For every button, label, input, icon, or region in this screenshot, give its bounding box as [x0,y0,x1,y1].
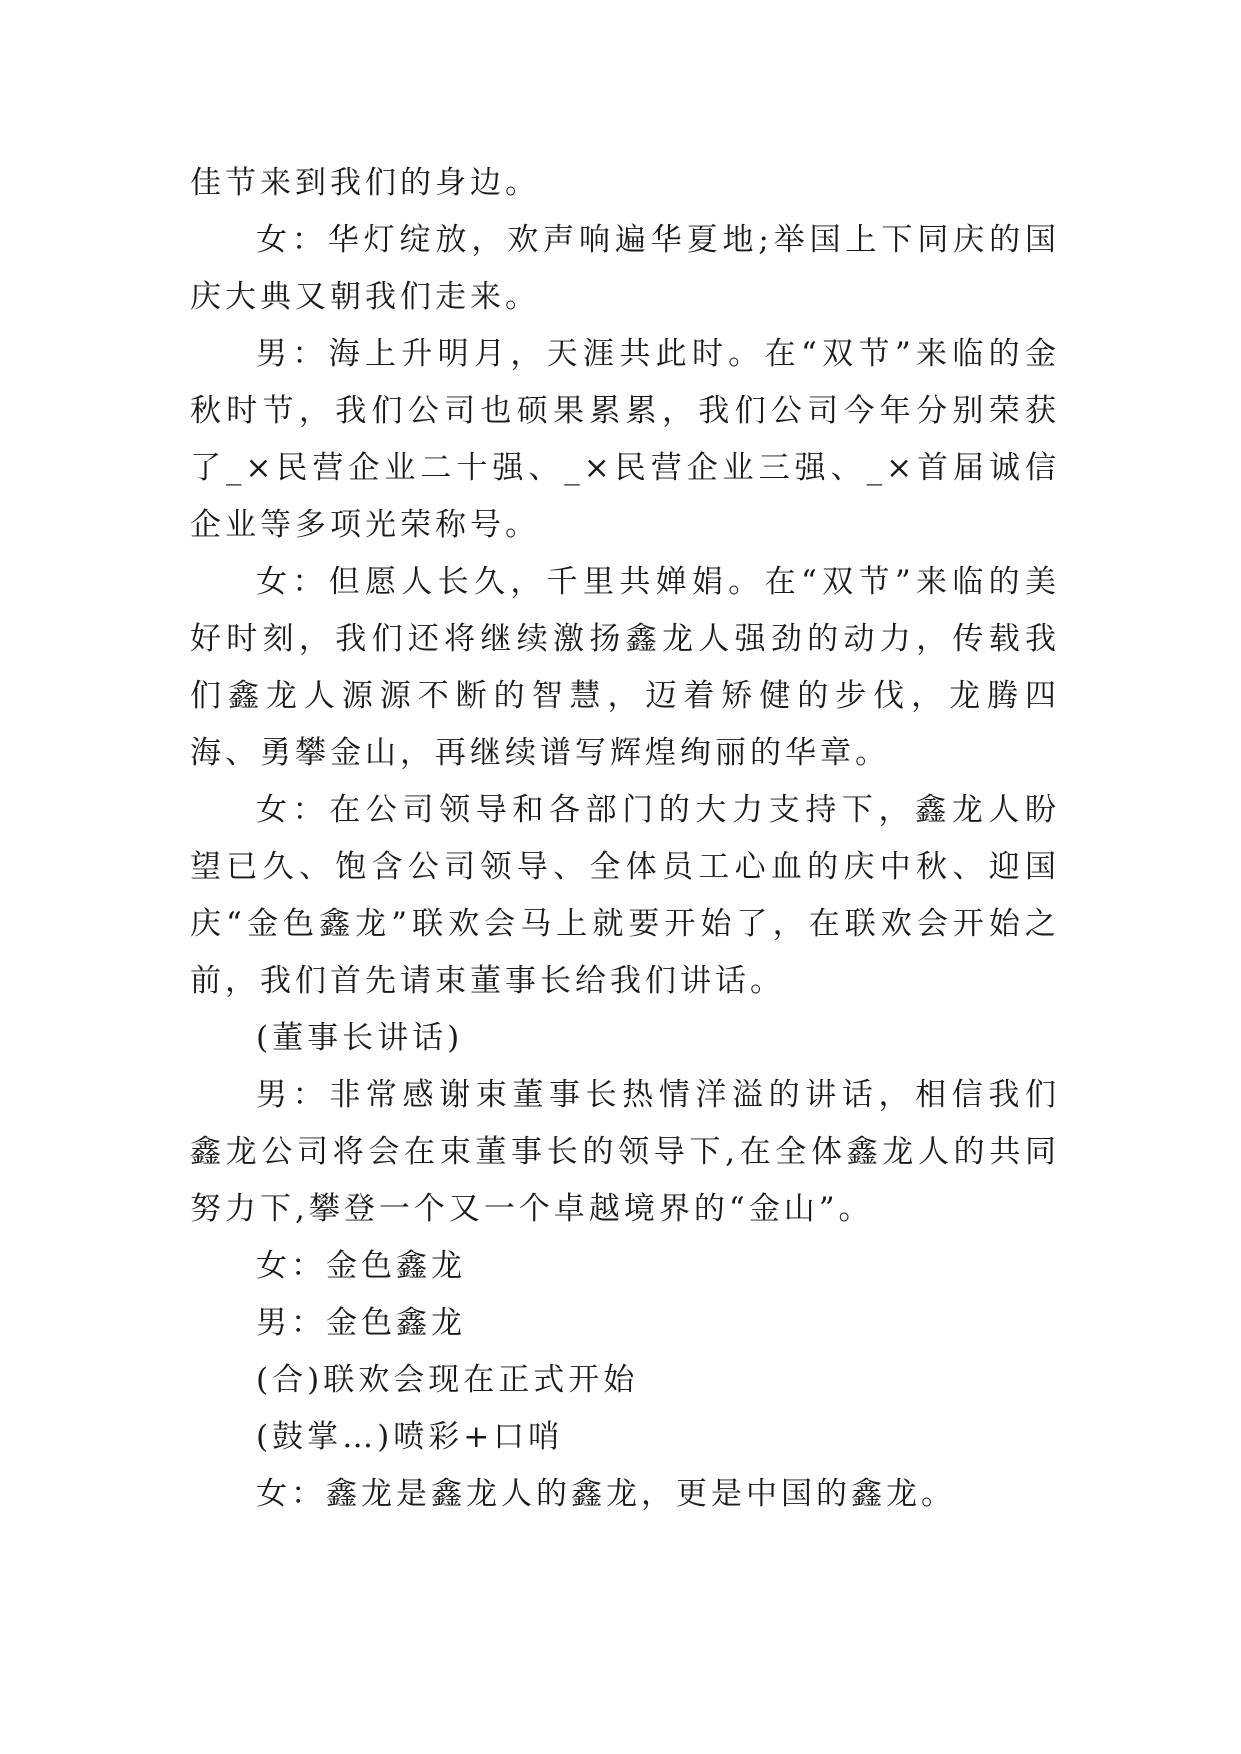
paragraph-female-golden: 女：金色鑫龙 [256,1248,466,1284]
paragraph-female-longevity: 女：但愿人长久，千里共婵娟。在“双节”来临的美好时刻，我们还将继续激扬鑫龙人强劲的动力，传载我们鑫龙人源源不断的智慧，迈着矫健的步伐，龙腾四海、勇攀金山，再继续谱写辉煌绚丽的华章。 [190,564,1060,771]
document-page [190,155,1060,1523]
paragraph-male-golden: 男：金色鑫龙 [256,1305,466,1341]
paragraph-together-start: (合)联欢会现在正式开始 [256,1362,639,1398]
paragraph-female-lantern: 女：华灯绽放，欢声响遍华夏地;举国上下同庆的国庆大典又朝我们走来。 [190,222,1060,315]
paragraph-chairman-speech: (董事长讲话) [256,1020,464,1056]
paragraph-female-gala: 女：在公司领导和各部门的大力支持下，鑫龙人盼望已久、饱含公司领导、全体员工心血的庆中秋、迎国庆“金色鑫龙”联欢会马上就要开始了，在联欢会开始之前，我们首先请束董事长给我们讲话。 [190,792,1060,999]
paragraph-male-thanks: 男：非常感谢束董事长热情洋溢的讲话，相信我们鑫龙公司将会在束董事长的领导下,在全体鑫龙人的共同努力下,攀登一个又一个卓越境界的“金山”。 [190,1077,1060,1227]
paragraph-female-china: 女：鑫龙是鑫龙人的鑫龙，更是中国的鑫龙。 [256,1476,956,1512]
paragraph-applause: (鼓掌…)喷彩+口哨 [256,1419,564,1455]
paragraph-continuation: 佳节来到我们的身边。 [190,165,540,201]
paragraph-male-moon: 男：海上升明月，天涯共此时。在“双节”来临的金秋时节，我们公司也硕果累累，我们公司今年分别荣获了_×民营企业二十强、_×民营企业三强、_×首届诚信企业等多项光荣称号。 [190,336,1060,543]
